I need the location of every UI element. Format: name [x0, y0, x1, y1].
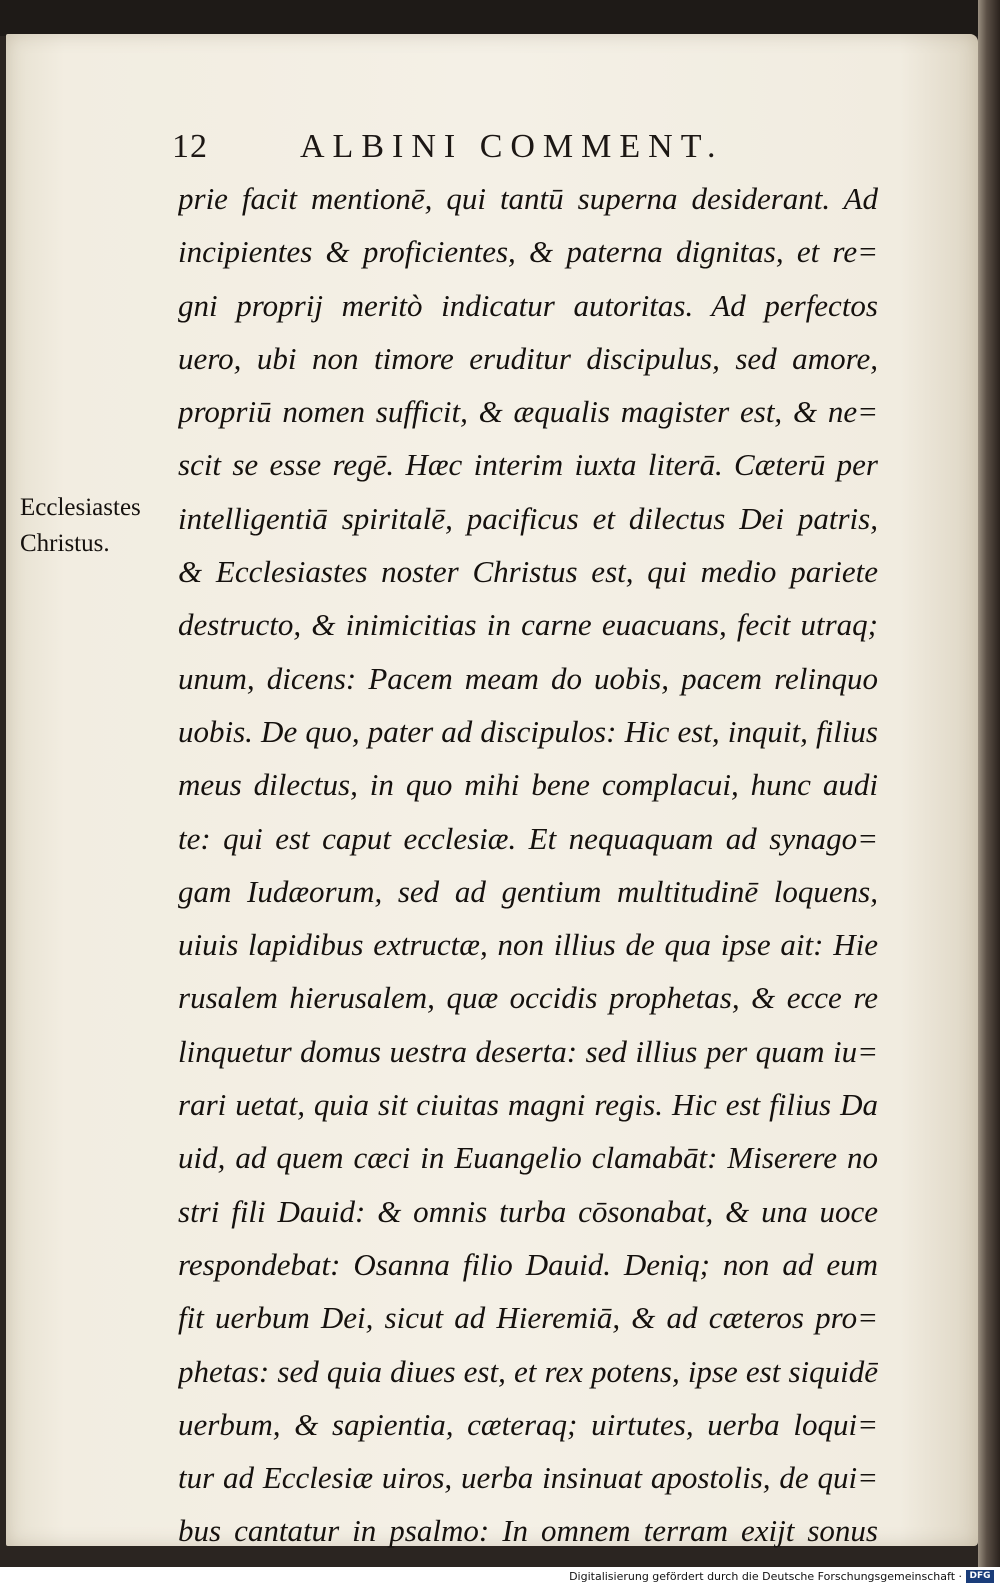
- text-line: rusalem hierusalem, quæ occidis prophetas, & ecce re: [178, 980, 878, 1016]
- text-line: & Ecclesiastes noster Christus est, qui medio pariete: [178, 554, 878, 590]
- book-spine-edge: [978, 0, 1000, 1567]
- page-number: 12: [172, 128, 208, 165]
- text-line: stri fili Dauid: & omnis turba cōsonabat, & una uoce: [178, 1193, 878, 1229]
- text-line: meus dilectus, in quo mihi bene complacui, hunc audi: [178, 767, 878, 803]
- scan-top-edge: [0, 0, 1000, 36]
- text-line: intelligentiā spiritalē, pacificus et dilectus Dei patris,: [178, 500, 878, 536]
- dfg-logo: DFG: [966, 1570, 994, 1583]
- text-line: scit se esse regē. Hæc interim iuxta literā. Cæterū per: [178, 447, 878, 483]
- text-line: te: qui est caput ecclesiæ. Et nequaquam ad synago=: [178, 820, 878, 856]
- text-line: uiuis lapidibus extructæ, non illius de qua ipse ait: Hie: [178, 927, 878, 963]
- text-line: respondebat: Osanna filio Dauid. Deniq; non ad eum: [178, 1246, 878, 1282]
- text-line: linquetur domus uestra deserta: sed illius per quam iu=: [178, 1033, 878, 1069]
- digitization-footer: [0, 1567, 1000, 1587]
- margin-note: [20, 490, 141, 562]
- text-line: uid, ad quem cæci in Euangelio clamabāt: Miserere no: [178, 1140, 878, 1176]
- text-line: gam Iudæorum, sed ad gentium multitudinē loquens,: [178, 873, 878, 909]
- margin-note-line: Christus.: [20, 530, 110, 557]
- text-line: uero, ubi non timore eruditur discipulus, sed amore,: [178, 340, 878, 376]
- text-line: bus cantatur in psalmo: In omnem terram exijt sonus: [178, 1513, 878, 1549]
- text-line: incipientes & proficientes, & paterna dignitas, et re=: [178, 234, 878, 270]
- text-line: tur ad Ecclesiæ uiros, uerba insinuat apostolis, de qui=: [178, 1460, 878, 1496]
- text-line: propriū nomen sufficit, & æqualis magister est, & ne=: [178, 394, 878, 430]
- text-line: prie facit mentionē, qui tantū superna desiderant. Ad: [178, 181, 878, 216]
- text-line: phetas: sed quia diues est, et rex potens, ipse est siquidē: [178, 1353, 878, 1389]
- text-line: fit uerbum Dei, sicut ad Hieremiā, & ad cæteros pro=: [178, 1300, 878, 1336]
- funding-credit: Digitalisierung gefördert durch die Deutsche Forschungsgemeinschaft ·: [569, 1570, 962, 1583]
- text-line: unum, dicens: Pacem meam do uobis, pacem relinquo: [178, 660, 878, 696]
- text-line: [178, 1558, 878, 1567]
- body-text: [178, 172, 878, 1567]
- margin-note-line: Ecclesiastes: [20, 494, 141, 521]
- text-line: rari uetat, quia sit ciuitas magni regis. Hic est filius Da: [178, 1087, 878, 1123]
- text-line: gni proprij meritò indicatur autoritas. Ad perfectos: [178, 287, 878, 323]
- text-line: destructo, & inimicitias in carne euacuans, fecit utraq;: [178, 607, 878, 643]
- text-line: uobis. De quo, pater ad discipulos: Hic est, inquit, filius: [178, 713, 878, 749]
- running-title: ALBINI COMMENT.: [300, 128, 724, 165]
- text-line: uerbum, & sapientia, cæteraq; uirtutes, uerba loqui=: [178, 1406, 878, 1442]
